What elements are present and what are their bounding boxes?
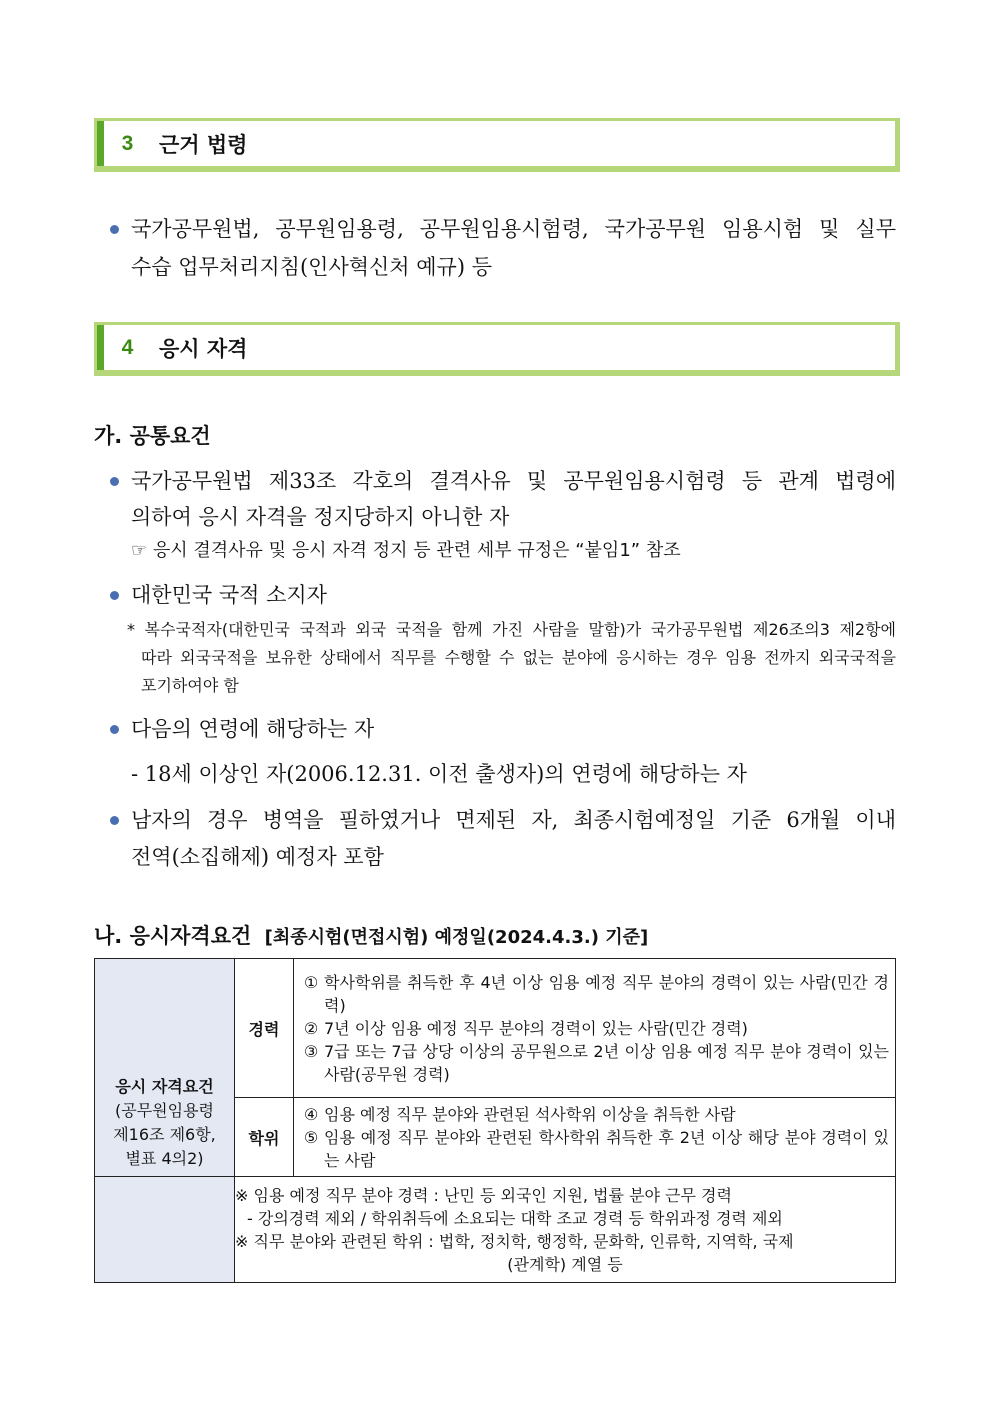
item-text: 학사학위를 취득한 후 4년 이상 임용 예정 직무 분야의 경력이 있는 사람(민간 경력) [324,972,889,1015]
common-b2-note-3: 포기하여야 함 [141,676,239,695]
common-b3-sub: - 18세 이상인 자(2006.12.31. 이전 출생자)의 연령에 해당하는 자 [131,762,747,786]
requirements-head-cell [95,959,235,1177]
common-heading: 가. 공통요건 [94,424,211,448]
requirements-table [94,958,896,1283]
common-b2-note-2: 따라 외국국적을 보유한 상태에서 직무를 수행할 수 없는 분야에 응시하는 경우 임용 전까지 외국국적을 [141,648,896,667]
bullet-icon [110,725,119,734]
footnote-2: - 강의경력 제외 / 학위취득에 소요되는 대학 조교 경력 등 학위과정 경력 제외 [247,1208,783,1228]
footnote-1: ※ 임용 예정 직무 분야 경력 : 난민 등 외국인 지원, 법률 분야 근무 경력 [235,1185,732,1205]
common-b3: 다음의 연령에 해당하는 자 [131,717,375,741]
common-b1-reference: ☞ 응시 결격사유 및 응시 자격 정지 등 관련 세부 규정은 “붙임1” 참조 [131,540,681,561]
item-mark: ② [303,1018,319,1038]
section-header-3 [94,118,900,172]
item-text: 7급 또는 7급 상당 이상의 공무원으로 2년 이상 임용 예정 직무 분야 경력이 있는 사람(공무원 경력) [324,1041,889,1084]
section-header-4 [94,322,900,376]
common-b1-line-2: 의하여 응시 자격을 정지당하지 아니한 자 [131,505,510,529]
degree-item-2 [294,1126,895,1172]
item-text: 7년 이상 임용 예정 직무 분야의 경력이 있는 사람(민간 경력) [324,1018,748,1038]
common-b2: 대한민국 국적 소지자 [131,583,327,607]
item-mark: ① [303,972,319,992]
item-text: 임용 예정 직무 분야와 관련된 학사학위 취득한 후 2년 이상 해당 분야 경력이 있는 사람 [324,1127,889,1170]
career-label: 경력 [235,959,294,1098]
degree-label: 학위 [235,1098,294,1177]
item-mark: ④ [303,1104,319,1124]
section-number: 4 [97,325,151,370]
section-title: 근거 법령 [159,132,248,157]
bullet-icon [110,816,119,825]
head-cell-line-3: 별표 4의2) [125,1148,204,1168]
req-heading [94,920,648,950]
item-mark: ⑤ [303,1127,319,1147]
head-cell-title: 응시 자격요건 [115,1076,214,1096]
section-title: 응시 자격 [159,336,248,361]
common-b4-line-2: 전역(소집해제) 예정자 포함 [131,845,384,869]
common-b2-note-1: * 복수국적자(대한민국 국적과 외국 국적을 함께 가진 사람을 말함)가 국가공무원법 제26조의3 제2항에 [127,620,896,639]
common-b4-line-1: 남자의 경우 병역을 필하였거나 면제된 자, 최종시험예정일 기준 6개월 이내 [131,808,896,832]
bullet-icon [110,225,119,234]
footnote-cell [235,1177,896,1283]
foot-head-cell [95,1177,235,1283]
degree-item-1 [294,1103,895,1126]
head-cell-line-2: 제16조 제6항, [113,1124,216,1144]
law-line-1: 국가공무원법, 공무원임용령, 공무원임용시험령, 국가공무원 임용시험 및 실무 [131,217,896,241]
degree-items-cell [294,1098,896,1177]
item-mark: ③ [303,1041,319,1061]
req-heading-main: 나. 응시자격요건 [94,924,252,948]
footnote-3: ※ 직무 분야와 관련된 학위 : 법학, 정치학, 행정학, 문화학, 인류학, 지역학, 국제 [235,1231,794,1251]
law-line-2: 수습 업무처리지침(인사혁신처 예규) 등 [131,255,492,279]
footnote-4: (관계학) 계열 등 [507,1254,623,1274]
section-number: 3 [97,121,151,166]
bullet-icon [110,477,119,486]
common-b1-line-1: 국가공무원법 제33조 각호의 결격사유 및 공무원임용시험령 등 관계 법령에 [131,469,896,493]
head-cell-line-1: (공무원임용령 [115,1100,214,1120]
bullet-icon [110,591,119,600]
career-items-cell [294,959,896,1098]
career-item-2 [294,1017,895,1040]
req-heading-sub: [최종시험(면접시험) 예정일(2024.4.3.) 기준] [264,927,649,948]
career-item-1 [294,971,895,1017]
item-text: 임용 예정 직무 분야와 관련된 석사학위 이상을 취득한 사람 [324,1104,736,1124]
career-item-3 [294,1040,895,1086]
